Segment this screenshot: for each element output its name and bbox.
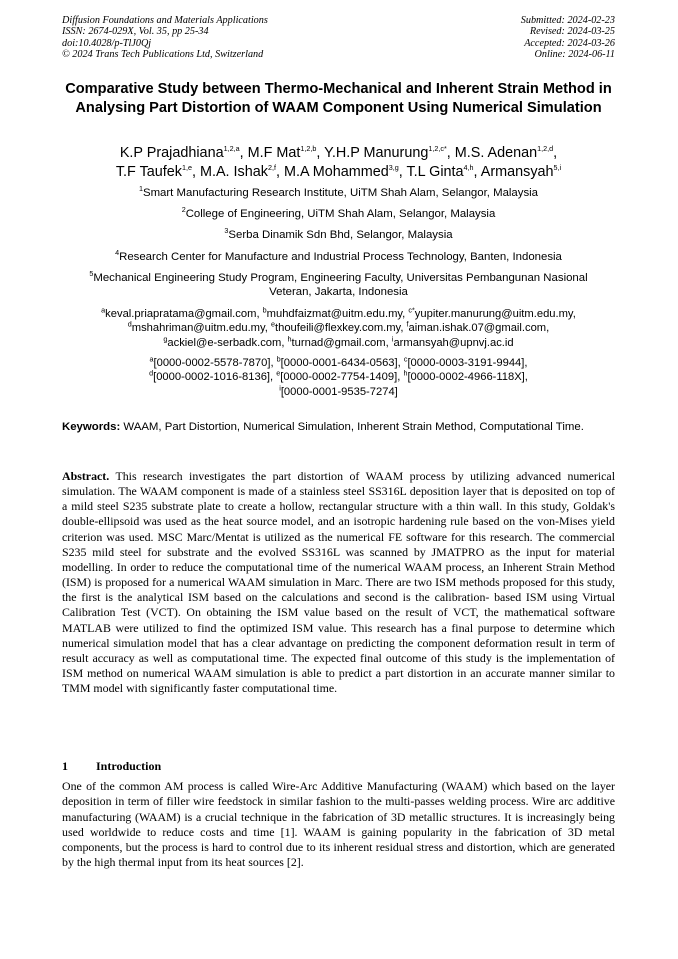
author: [284, 164, 407, 180]
affiliation-5: [62, 271, 615, 299]
author-name: Armansyah: [480, 164, 554, 180]
author: [248, 145, 325, 161]
paper-title: Comparative Study between Thermo-Mechanical and Inherent Strain Method in Analysing Part Distortion of WAAM Component Using Numerical Simulation: [65, 81, 612, 116]
online-date: Online: 2024-06-11: [534, 49, 615, 61]
journal-name: Diffusion Foundations and Materials Applications: [62, 15, 268, 26]
email-line-3: $^g$ackiel@e-serbadk.com, $^h$turnad@gmail.com, $^i$armansyah@upnvj.ac.id: [163, 334, 514, 349]
author-name: T.F Taufek: [115, 164, 182, 180]
email-sup: c*: [408, 305, 415, 315]
email[interactable]: mshahriman@uitm.edu.my: [131, 322, 265, 335]
affiliation-sup: 3: [224, 226, 229, 236]
affiliation-text: Mechanical Engineering Study Program, Engineering Faculty, Universitas Pembangunan Nasional Veteran, Jakarta, Indonesia: [93, 272, 588, 299]
email-sup: a: [101, 305, 106, 315]
email-sup: i: [391, 334, 394, 344]
orcid-line-2: $^d$[0000-0002-1016-8136], $^e$[0000-0002-7754-1409], $^h$[0000-0002-4966-118X],: [149, 368, 528, 384]
email-sup: b: [262, 305, 267, 315]
email[interactable]: turnad@gmail.com: [291, 336, 386, 349]
affiliation-text: Smart Manufacturing Research Institute, UiTM Shah Alam, Selangor, Malaysia: [142, 187, 539, 199]
author-sup: 4,h: [463, 163, 474, 173]
author-sup: 1,2,b: [300, 144, 317, 154]
orcid-sup: i: [279, 383, 281, 393]
orcid-sup: h: [403, 368, 408, 378]
email[interactable]: armansyah@upnvj.ac.id: [393, 336, 514, 349]
orcid-line-1: $^a$[0000-0002-5578-7870], $^b$[0000-0001-6434-0563], $^c$[0000-0003-3191-9944],: [149, 354, 528, 369]
email-sup: d: [127, 319, 132, 329]
email-sup: h: [287, 334, 292, 344]
orcid-id[interactable]: [0000-0002-5578-7870]: [153, 357, 271, 369]
affiliation-sup: 2: [181, 205, 186, 215]
author-sup: 5,i: [553, 163, 562, 173]
author: [324, 145, 455, 161]
section-number: 1: [62, 759, 68, 773]
doi: doi:10.4028/p-TlJ0Qj: [62, 37, 152, 49]
author-name: Y.H.P Manurung: [324, 145, 429, 161]
accepted-date: Accepted: 2024-03-26: [524, 37, 615, 49]
orcid-id[interactable]: [0000-0001-6434-0563]: [280, 357, 398, 369]
author-sup: 3,g: [388, 163, 399, 173]
orcid-sup: b: [276, 354, 281, 364]
author: [406, 164, 480, 180]
author-sep: ,: [446, 145, 455, 161]
author-sup: 1,2,c*: [428, 144, 447, 154]
author-name: M.A Mohammed: [283, 164, 389, 180]
orcid-sup: e: [276, 368, 281, 378]
author-sup: 1,2,a: [223, 144, 240, 154]
author: [120, 145, 248, 161]
orcid-id[interactable]: [0000-0001-9535-7274]: [280, 385, 398, 398]
author-sup: 1,e: [181, 163, 192, 173]
email[interactable]: muhdfaizmat@uitm.edu.my: [266, 308, 403, 320]
author: [200, 164, 284, 180]
affiliation-text: College of Engineering, UiTM Shah Alam, Selangor, Malaysia: [185, 208, 496, 220]
copyright: © 2024 Trans Tech Publications Ltd, Switzerland: [62, 49, 264, 61]
submitted-date: Submitted: 2024-02-23: [520, 15, 615, 26]
affiliation-sup: 5: [89, 269, 94, 279]
email-sup: f: [406, 319, 409, 329]
abstract-label: Abstract.: [62, 469, 110, 483]
affiliation-3: [62, 228, 615, 242]
email-line-2: $^d$mshahriman@uitm.edu.my, $^e$thoufeili@flexkey.com.my, $^f$aiman.ishak.07@gmail.com,: [127, 319, 550, 335]
author-name: M.A. Ishak: [199, 164, 268, 180]
author-name: T.L Ginta: [406, 164, 464, 180]
email[interactable]: thoufeili@flexkey.com.my: [274, 322, 401, 335]
orcid-id[interactable]: [0000-0002-4966-118X]: [407, 371, 525, 384]
author-sep: ,: [316, 145, 325, 161]
revised-date: Revised: 2024-03-25: [529, 26, 615, 38]
author-sup: 2,f: [267, 163, 276, 173]
author-list: [62, 144, 615, 182]
journal-info: [62, 15, 268, 61]
author-name: M.F Mat: [247, 145, 301, 161]
keywords-label: Keywords:: [62, 421, 121, 433]
author-sep: ,: [398, 164, 407, 180]
email[interactable]: ackiel@e-serbadk.com: [167, 336, 282, 349]
affiliation-4: [62, 250, 615, 264]
publication-dates: [521, 15, 615, 61]
email-line-1: $^a$keval.priapratama@gmail.com, $^b$muhdfaizmat@uitm.edu.my, $^{c*}$yupiter.manurung@uitm.edu.my,: [101, 305, 576, 320]
abstract-text: This research investigates the part distortion of WAAM process by utilizing advanced numerical simulation. The WAAM component is made of a stainless steel SS316L deposition layer that is deposited on top of a mild steel S235 substrate plate to create a hollow, rectangular structure with a thin wall. In this study, Goldak's double-ellipsoid was used as the heat source model, and an isotropic hardening rule based on the von-Mises yield criterion was used. MSC Marc/Mentat is utilized as the numerical FE software for this research. The commercial S235 mild steel for substrate and the evolved SS316L was scanned by JMATPRO as the input for material modelling. In order to reduce the computational time of the numerical WAAM process, an Inherent Strain Method (ISM) is proposed for a numerical WAAM simulation in Marc. There are two ISM methods proposed for this study, the first is the analytical ISM based on the calculations and second is the calibration- based ISM using Virtual Calibration Test (VCT). On obtaining the ISM value based on the result of VCT, the mathematical software MATLAB were utilized to find the optimized ISM value. This research has a final purpose to determine which numerical simulation model that has a clear advantage on predicting the component deformation result in term of result accuracy as well as computational time. The expected final outcome of this study is the implementation of ISM method on numerical WAAM simulation is able to predict a part distortion in an accurate manner similar to TMM model with significantly faster computational time.: [62, 469, 615, 696]
orcid-list: [62, 356, 615, 399]
email-list: [62, 307, 615, 350]
orcid-id[interactable]: [0000-0002-1016-8136]: [153, 371, 271, 384]
author-line-1: [62, 144, 615, 163]
email[interactable]: yupiter.manurung@uitm.edu.my: [414, 308, 573, 320]
affiliation-sup: 1: [138, 184, 143, 194]
author: [116, 164, 200, 180]
author: [481, 164, 561, 180]
orcid-sup: c: [403, 354, 408, 364]
orcid-line-3: [62, 385, 615, 399]
author: [455, 145, 557, 161]
email[interactable]: aiman.ishak.07@gmail.com: [408, 322, 547, 335]
issn: ISSN: 2674-029X, Vol. 35, pp 25-34: [62, 26, 209, 38]
email-sup: e: [270, 319, 275, 329]
author-name: M.S. Adenan: [454, 145, 538, 161]
author-line-2: [62, 163, 615, 182]
author-sep: ,: [553, 145, 558, 161]
orcid-sup: a: [149, 354, 154, 364]
orcid-id[interactable]: [0000-0003-3191-9944]: [407, 357, 525, 369]
affiliation-text: Research Center for Manufacture and Industrial Process Technology, Banten, Indonesia: [119, 251, 562, 263]
author-sep: ,: [191, 164, 200, 180]
abstract: [62, 469, 615, 696]
author-sep: ,: [239, 145, 248, 161]
affiliation-1: [62, 186, 615, 200]
section-heading-introduction: [62, 759, 161, 774]
orcid-id[interactable]: [0000-0002-7754-1409]: [280, 371, 398, 384]
section-title: Introduction: [96, 759, 162, 773]
introduction-paragraph: One of the common AM process is called Wire-Arc Additive Manufacturing (WAAM) which based on the layer deposition in term of filler wire feedstock in similar fashion to the multi-passes welding process. Wire arc additive manufacturing (WAAM) is a crucial technique in the fabrication of 3D metallic structures. It is increasingly being used worldwide to reduce costs and time [1]. WAAM is gaining popularity in the fabrication of 3D metal components, but the process is hard to control due to its inherent residual stress and distortion, which are generated by the high thermal input from its heat sources [2].: [62, 779, 615, 870]
email-sup: g: [163, 334, 168, 344]
author-name: K.P Prajadhiana: [119, 145, 224, 161]
affiliation-2: [62, 207, 615, 221]
keywords: [62, 420, 615, 435]
author-sep: ,: [473, 164, 481, 180]
keywords-text: WAAM, Part Distortion, Numerical Simulation, Inherent Strain Method, Computational Time.: [123, 421, 584, 433]
author-sup: 1,2,d: [537, 144, 554, 154]
email[interactable]: keval.priapratama@gmail.com: [105, 308, 257, 320]
orcid-sup: d: [149, 368, 154, 378]
author-sep: ,: [275, 164, 284, 180]
affiliation-text: Serba Dinamik Sdn Bhd, Selangor, Malaysia: [228, 229, 453, 241]
affiliation-sup: 4: [115, 248, 120, 258]
